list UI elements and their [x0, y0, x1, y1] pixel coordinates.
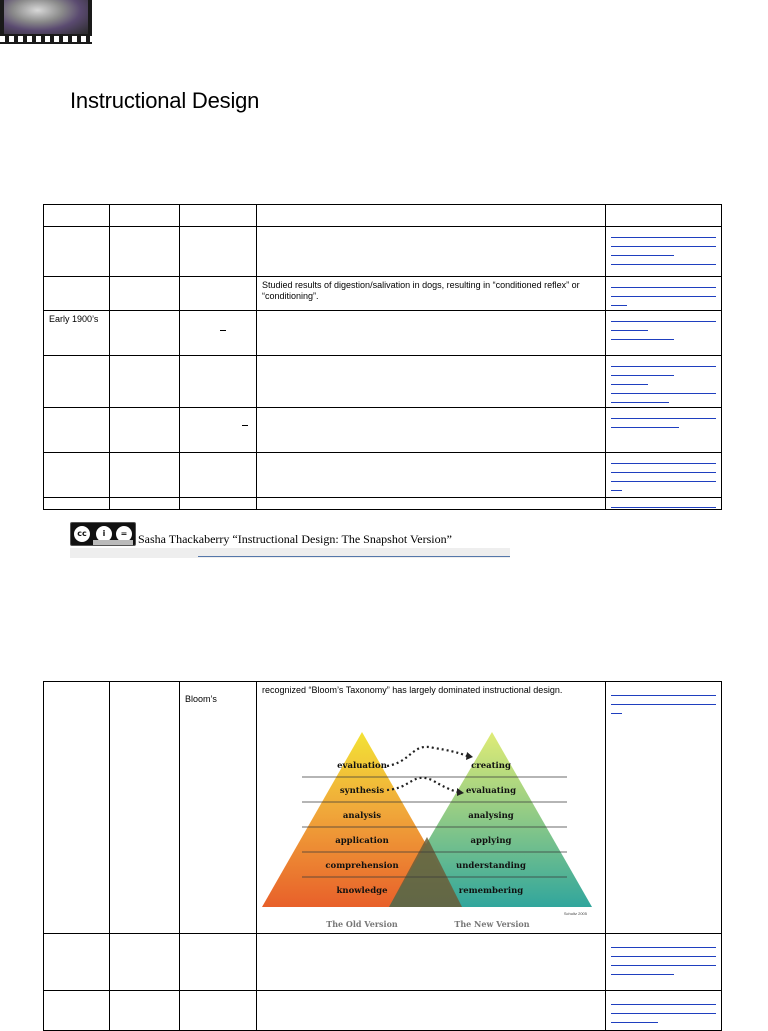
table-cell [257, 934, 606, 991]
new-level-label: creating [471, 761, 511, 771]
page-title: Instructional Design [70, 88, 260, 113]
table-cell [180, 453, 257, 498]
table-cell [180, 934, 257, 991]
table-row [44, 227, 722, 277]
old-version-caption: The Old Version [326, 919, 398, 929]
description-cell: Studied results of digestion/salivation in dogs, resulting in “conditioned reflex” or “conditioning”. [257, 277, 606, 311]
table-row [44, 356, 722, 408]
reference-links[interactable] [606, 277, 722, 311]
table-cell [44, 934, 110, 991]
table-cell [257, 991, 606, 1031]
table-cell [180, 991, 257, 1031]
table-cell [110, 227, 180, 277]
table-row [44, 453, 722, 498]
table-cell [180, 408, 257, 453]
old-level-label: evaluation [337, 761, 387, 771]
table-row [44, 277, 722, 311]
nd-icon: = [115, 525, 133, 543]
table-row [44, 991, 722, 1031]
old-level-label: analysis [342, 811, 382, 821]
reference-links[interactable] [606, 408, 722, 453]
table-cell [257, 408, 606, 453]
table-cell [44, 205, 110, 227]
table-cell [44, 498, 110, 510]
table-cell [180, 277, 257, 311]
table-cell [257, 311, 606, 356]
table-cell [180, 498, 257, 510]
table-row [44, 408, 722, 453]
table-cell [180, 311, 257, 356]
new-level-label: remembering [458, 886, 524, 896]
old-level-label: knowledge [336, 886, 388, 896]
table-row [44, 934, 722, 991]
new-level-label: analysing [468, 811, 514, 821]
table-cell [257, 498, 606, 510]
table-cell [110, 498, 180, 510]
reference-links[interactable] [606, 991, 722, 1031]
table-cell [110, 991, 180, 1031]
table-cell [44, 991, 110, 1031]
new-level-label: applying [470, 836, 512, 846]
date-cell: Early 1900’s [44, 311, 110, 356]
reference-links[interactable] [606, 682, 722, 934]
table-cell [44, 227, 110, 277]
table-cell [257, 356, 606, 408]
attribution-link[interactable] [198, 556, 510, 557]
new-level-label: evaluating [465, 786, 517, 796]
arrow-evaluation-to-creating [387, 747, 467, 766]
table-cell [180, 227, 257, 277]
table-cell [44, 682, 110, 934]
table-cell [257, 205, 606, 227]
table-cell [44, 453, 110, 498]
cc-icon: cc [73, 525, 91, 543]
table-cell [44, 356, 110, 408]
table-cell [110, 408, 180, 453]
table-cell [110, 356, 180, 408]
attribution-text: Sasha Thackaberry “Instructional Design: The Snapshot Version” [138, 532, 452, 546]
old-level-label: application [335, 836, 389, 846]
theory-cell: Bloom’s [180, 682, 257, 934]
table-cell [180, 205, 257, 227]
table-cell [257, 453, 606, 498]
reference-links[interactable] [606, 227, 722, 277]
table-cell [606, 205, 722, 227]
new-level-label: understanding [456, 861, 526, 871]
reference-links[interactable] [606, 311, 722, 356]
table-cell [110, 453, 180, 498]
table-cell [44, 277, 110, 311]
arrow-synthesis-to-evaluating [387, 778, 458, 792]
table-row [44, 498, 722, 510]
reference-links[interactable] [606, 356, 722, 408]
header-film-image [0, 0, 92, 44]
description-cell: recognized “Bloom’s Taxonomy” has largely dominated instructional design. [257, 682, 606, 934]
table-cell [110, 934, 180, 991]
by-icon: i [95, 525, 113, 543]
credit-text: Schultz 2005 [563, 911, 587, 916]
creative-commons-badge-icon[interactable] [70, 522, 136, 546]
table-cell [110, 311, 180, 356]
reference-links[interactable] [606, 498, 722, 510]
old-level-label: synthesis [339, 786, 385, 796]
new-version-caption: The New Version [454, 919, 530, 929]
table-header-row [44, 205, 722, 227]
license-attribution [70, 520, 510, 560]
reference-links[interactable] [606, 934, 722, 991]
table-cell [180, 356, 257, 408]
blooms-taxonomy-diagram [262, 722, 592, 932]
table-cell [110, 682, 180, 934]
table-cell [110, 205, 180, 227]
table-cell [44, 408, 110, 453]
reference-links[interactable] [606, 453, 722, 498]
timeline-table [43, 204, 722, 510]
table-cell [257, 227, 606, 277]
table-cell [110, 277, 180, 311]
table-row [44, 311, 722, 356]
old-level-label: comprehension [325, 861, 399, 871]
